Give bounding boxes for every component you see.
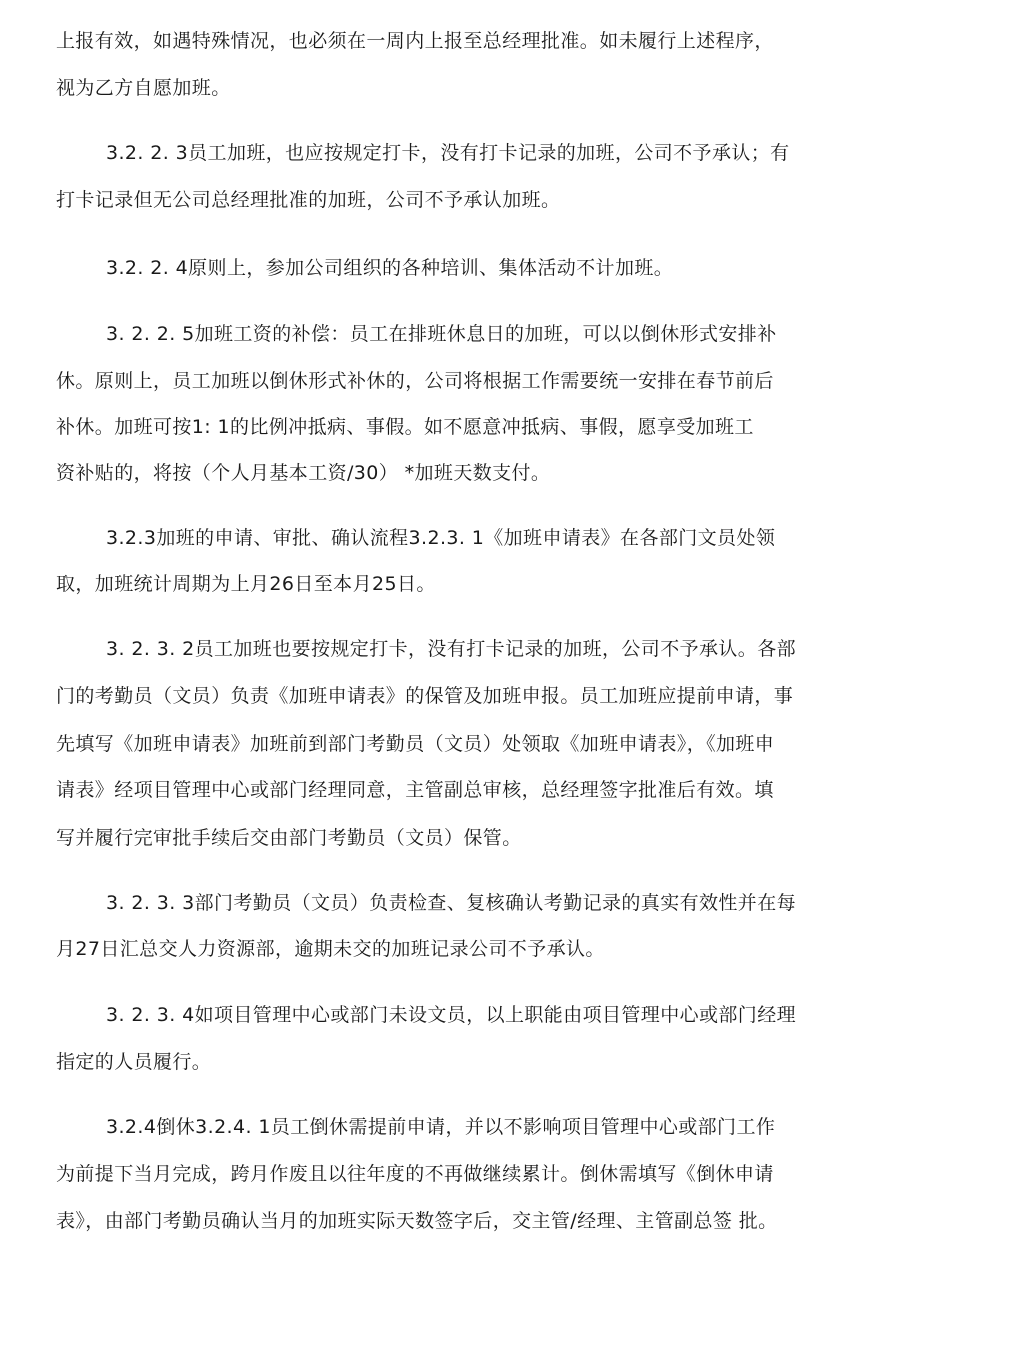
paragraph-line: 门的考勤员（文员）负责《加班申请表》的保管及加班申报。员工加班应提前申请，事 xyxy=(56,685,794,707)
paragraph-line: 资补贴的，将按（个人月基本工资/30） *加班天数支付。 xyxy=(56,462,551,484)
paragraph-line: 3.2.3加班的申请、审批、确认流程3.2.3. 1《加班申请表》在各部门文员处领 xyxy=(106,527,776,549)
paragraph-line: 指定的人员履行。 xyxy=(56,1051,212,1073)
paragraph-line: 请表》经项目管理中心或部门经理同意，主管副总审核，总经理签字批准后有效。填 xyxy=(56,779,774,801)
paragraph-line: 3.2.4倒休3.2.4. 1员工倒休需提前申请，并以不影响项目管理中心或部门工作 xyxy=(106,1116,776,1138)
paragraph-line: 表》，由部门考勤员确认当月的加班实际天数签字后，交主管/经理、主管副总签 批。 xyxy=(56,1210,778,1232)
paragraph-line: 月27日汇总交人力资源部，逾期未交的加班记录公司不予承认。 xyxy=(56,938,605,960)
paragraph-line: 休。原则上，员工加班以倒休形式补休的，公司将根据工作需要统一安排在春节前后 xyxy=(56,370,774,392)
paragraph-line: 先填写《加班申请表》加班前到部门考勤员（文员）处领取《加班申请表》，《加班申 xyxy=(56,733,775,755)
paragraph-line: 写并履行完审批手续后交由部门考勤员（文员）保管。 xyxy=(56,827,522,849)
paragraph-line: 补休。加班可按1: 1的比例冲抵病、事假。如不愿意冲抵病、事假，愿享受加班工 xyxy=(56,416,754,438)
paragraph-line: 3. 2. 3. 4如项目管理中心或部门未设文员，以上职能由项目管理中心或部门经理 xyxy=(106,1004,796,1026)
paragraph-line: 打卡记录但无公司总经理批准的加班，公司不予承认加班。 xyxy=(56,189,561,211)
paragraph-line: 为前提下当月完成，跨月作废且以往年度的不再做继续累计。倒休需填写《倒休申请 xyxy=(56,1163,774,1185)
paragraph-line: 3.2. 2. 4原则上，参加公司组织的各种培训、集体活动不计加班。 xyxy=(106,257,674,279)
paragraph-line: 视为乙方自愿加班。 xyxy=(56,77,231,99)
paragraph-line: 取，加班统计周期为上月26日至本月25日。 xyxy=(56,573,436,595)
paragraph-line: 3.2. 2. 3员工加班，也应按规定打卡，没有打卡记录的加班，公司不予承认；有 xyxy=(106,142,790,164)
paragraph-line: 3. 2. 3. 3部门考勤员（文员）负责检查、复核确认考勤记录的真实有效性并在每 xyxy=(106,892,796,914)
paragraph-line: 3. 2. 3. 2员工加班也要按规定打卡，没有打卡记录的加班，公司不予承认。各部 xyxy=(106,638,796,660)
paragraph-line: 3. 2. 2. 5加班工资的补偿：员工在排班休息日的加班，可以以倒休形式安排补 xyxy=(106,323,777,345)
paragraph-line: 上报有效，如遇特殊情况，也必须在一周内上报至总经理批准。如未履行上述程序， xyxy=(56,30,774,52)
